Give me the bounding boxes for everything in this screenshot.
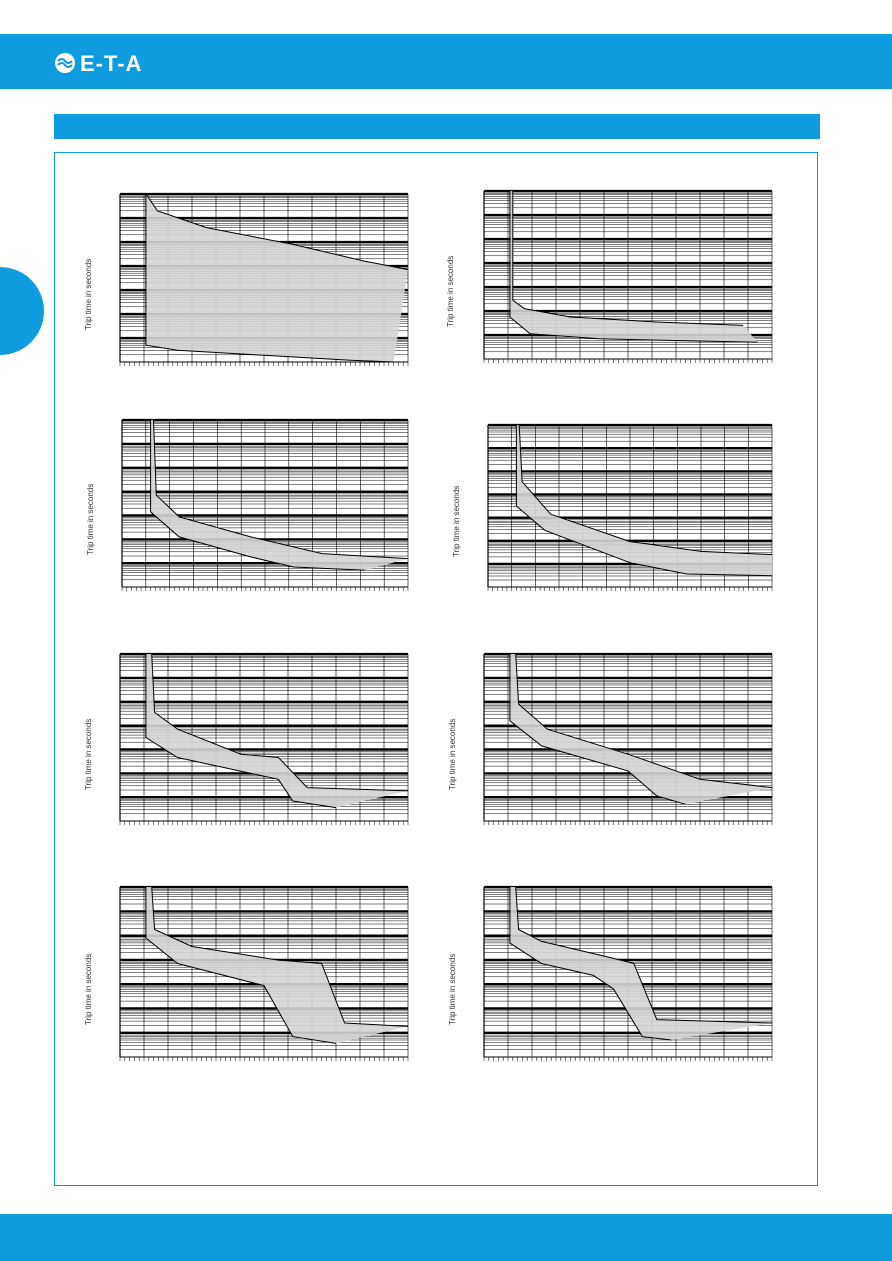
chart-2: [484, 191, 772, 367]
y-axis-label: Trip time in seconds: [448, 718, 457, 790]
chart-3: [122, 420, 408, 595]
brand-name: E-T-A: [80, 51, 143, 76]
chart-1: [120, 194, 408, 370]
chart-4: [488, 425, 772, 595]
footer-bar: [0, 1214, 892, 1261]
y-axis-label: Trip time in seconds: [84, 953, 93, 1025]
y-axis-label: Trip time in seconds: [446, 255, 455, 327]
chart-5: [120, 654, 408, 829]
y-axis-label: Trip time in seconds: [452, 485, 461, 557]
chart-8: [484, 887, 772, 1065]
y-axis-label: Trip time in seconds: [448, 953, 457, 1025]
y-axis-label: Trip time in seconds: [84, 258, 93, 330]
chart-6: [484, 654, 772, 829]
y-axis-label: Trip time in seconds: [86, 483, 95, 555]
y-axis-label: Trip time in seconds: [84, 718, 93, 790]
chart-7: [120, 887, 408, 1065]
title-bar: [54, 114, 820, 139]
side-tab: [0, 267, 44, 355]
